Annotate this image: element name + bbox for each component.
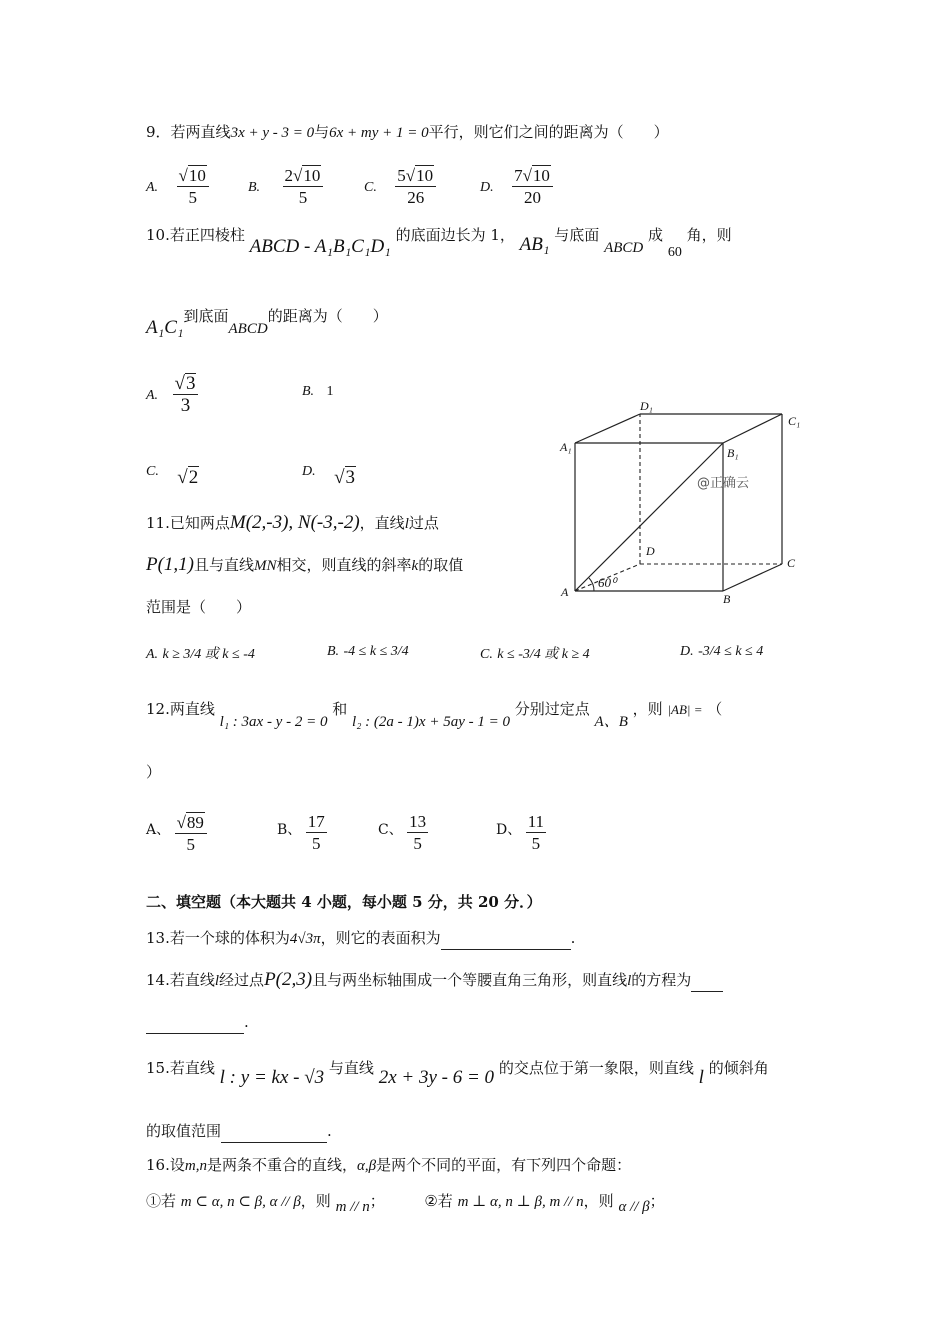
- q10-stem-line2: A₁C₁到底面ABCD的距离为（ ）: [146, 307, 388, 338]
- q9-option-c[interactable]: C. $\frac{5√10}{26}$: [364, 165, 436, 209]
- vertex-label-a1: A₁: [560, 440, 572, 454]
- edge-a1-d1: [575, 414, 640, 443]
- q16-stem: 16.设m,n是两条不重合的直线，α,β是两个不同的平面，有下列四个命题：: [146, 1156, 632, 1174]
- q10-stem-line1: 10.若正四棱柱 ABCD - A₁B₁C₁D₁ 的底面边长为 1， AB₁ 与底面 ABCD 成 60 角，则: [146, 226, 732, 260]
- q11-stem-line3: 范围是（ ）: [146, 598, 252, 616]
- q10-option-d[interactable]: D. √3: [302, 464, 356, 488]
- prism-figure: [550, 395, 820, 610]
- vertex-label-b: B: [723, 592, 731, 606]
- q15-stem: 15.若直线 l : y = kx - √3 与直线 2x + 3y - 6 = 0 的交点位于第一象限，则直线 l 的倾斜角: [146, 1059, 769, 1088]
- q16-propositions: ①若 m ⊂ α, n ⊂ β, α // β，则 m // n； ②若 m ⊥ α, n ⊥ β, m // n，则 α // β；: [146, 1192, 665, 1215]
- q9-option-a[interactable]: A. $\frac{√10}{5}$: [146, 165, 209, 209]
- q11-option-c[interactable]: C. k ≤ -3/4 或 k ≥ 4: [480, 647, 590, 662]
- q12-option-c[interactable]: C、 $\frac{13}{5}$: [378, 812, 427, 853]
- q11-option-b[interactable]: B. -4 ≤ k ≤ 3/4: [327, 644, 409, 659]
- q14-stem-line2: .: [146, 1011, 249, 1034]
- q9-stem: 9．若两直线3x + y - 3 = 0与6x + my + 1 = 0平行，则它们之间的距离为（ ）: [146, 123, 669, 141]
- q14-stem: 14.若直线l经过点P(2,3)且与两坐标轴围成一个等腰直角三角形，则直线l的方程为: [146, 969, 723, 992]
- diagonal-a-b1: [575, 443, 723, 591]
- vertex-label-d: D: [646, 544, 655, 558]
- q14-answer-blank-1[interactable]: [691, 969, 723, 992]
- q12-option-b[interactable]: B、 $\frac{17}{5}$: [277, 812, 325, 853]
- q10-option-b[interactable]: B. 1: [302, 384, 334, 399]
- q14-answer-blank-2[interactable]: [146, 1011, 244, 1034]
- vertex-label-d1: D₁: [640, 399, 653, 413]
- q10-option-c[interactable]: C. √2: [146, 464, 199, 488]
- q10-option-a[interactable]: A. $\frac{√3}{3}$: [146, 373, 198, 417]
- vertex-label-c: C: [787, 556, 796, 570]
- q12-option-a[interactable]: A、 $\frac{√89}{5}$: [146, 812, 207, 856]
- q11-option-a[interactable]: A. k ≥ 3/4 或 k ≤ -4: [146, 647, 255, 662]
- q13-answer-blank[interactable]: [441, 927, 571, 950]
- q15-stem-line2: 的取值范围 .: [146, 1120, 332, 1143]
- watermark: @正确云: [697, 476, 750, 491]
- q12-stem-close: ）: [146, 763, 162, 781]
- q9-option-b[interactable]: B. $\frac{2√10}{5}$: [248, 165, 323, 209]
- angle-label: 60⁰: [598, 575, 617, 590]
- q15-answer-blank[interactable]: [221, 1120, 327, 1143]
- q12-option-d[interactable]: D、 $\frac{11}{5}$: [496, 812, 545, 853]
- q12-stem: 12.两直线 l₁ : 3ax - y - 2 = 0 和 l₂ : (2a - 1)x + 5ay - 1 = 0 分别过定点 A、B ，则 |AB| = （: [146, 700, 723, 730]
- q11-stem-line2: P(1,1)且与直线MN相交，则直线的斜率k的取值: [146, 554, 464, 575]
- vertex-label-a: A: [561, 585, 569, 599]
- edge-b-c: [723, 564, 782, 591]
- section-heading-fill-in: 二、填空题（本大题共 4 小题，每小题 5 分，共 20 分．）: [146, 893, 542, 911]
- q11-option-d[interactable]: D. -3/4 ≤ k ≤ 4: [680, 644, 764, 659]
- q9-option-d[interactable]: D. $\frac{7√10}{20}$: [480, 165, 553, 209]
- vertex-label-c1: C₁: [788, 414, 801, 428]
- q11-stem-line1: 11.已知两点M(2,-3), N(-3,-2)，直线l过点: [146, 512, 439, 533]
- q13-stem: 13.若一个球的体积为4√3π，则它的表面积为 .: [146, 927, 575, 950]
- vertex-label-b1: B₁: [727, 446, 739, 460]
- edge-b1-c1: [723, 414, 782, 443]
